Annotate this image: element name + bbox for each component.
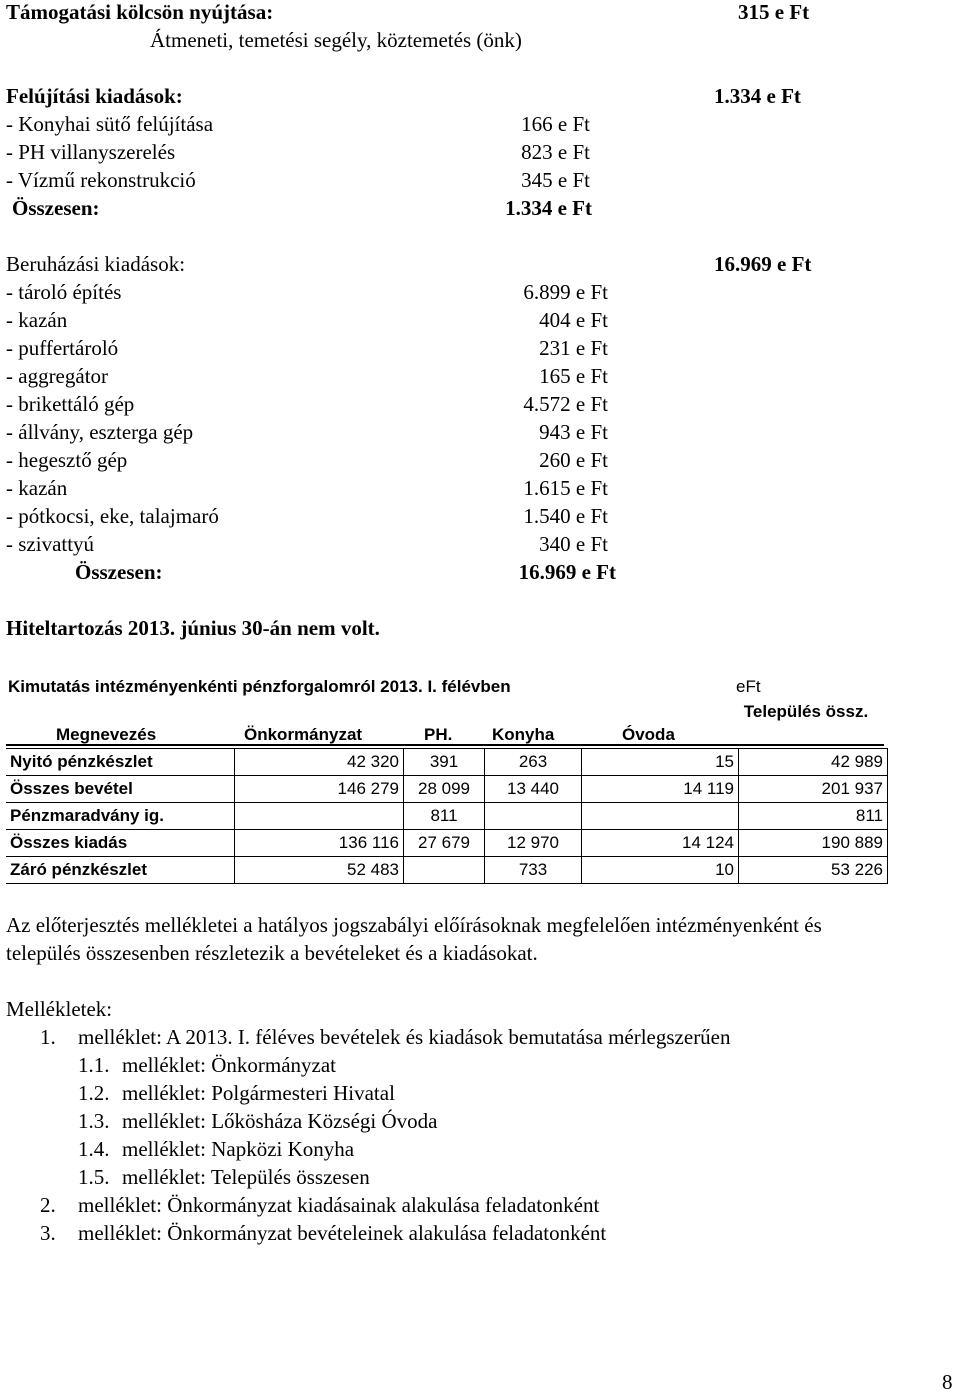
melleklet-text: melléklet: Önkormányzat xyxy=(122,1053,337,1077)
melleklet-text: melléklet: A 2013. I. féléves bevételek és kiadások bemutatása mérlegszerűen xyxy=(78,1025,731,1049)
page-number: 8 xyxy=(942,1370,953,1394)
cell-onkormanyzat: 146 279 xyxy=(235,776,404,803)
cell-telepules: 811 xyxy=(739,803,888,830)
beruhazas-item-label: - kazán xyxy=(6,476,68,500)
table-header-rule xyxy=(6,744,884,746)
row-label: Záró pénzkészlet xyxy=(6,857,235,884)
beruhazas-item-label: - puffertároló xyxy=(6,336,119,360)
row-label: Összes kiadás xyxy=(6,830,235,857)
melleklet-text: melléklet: Napközi Konyha xyxy=(122,1137,355,1161)
melleklet-text: melléklet: Lőkösháza Községi Óvoda xyxy=(122,1109,438,1133)
melleklet-text: melléklet: Település összesen xyxy=(122,1165,370,1189)
cell-ovoda: 14 119 xyxy=(582,776,739,803)
row-label: Pénzmaradvány ig. xyxy=(6,803,235,830)
felujitas-item-label: - Konyhai sütő felújítása xyxy=(6,112,214,136)
felujitas-item-value: 345 e Ft xyxy=(521,168,590,192)
kimutatas-unit: eFt xyxy=(736,677,761,696)
beruhazas-item-label: - szivattyú xyxy=(6,532,95,556)
tamogatas-total: 315 e Ft xyxy=(738,0,810,24)
melleklet-number: 2. xyxy=(40,1193,56,1217)
beruhazas-item-value: 1.540 e Ft xyxy=(523,504,608,528)
melleklet-number: 1.3. xyxy=(78,1109,110,1133)
cell-ph xyxy=(404,857,485,884)
cell-ph: 391 xyxy=(404,749,485,776)
beruhazas-item-label: - aggregátor xyxy=(6,364,109,388)
row-label: Nyitó pénzkészlet xyxy=(6,749,235,776)
cell-onkormanyzat: 136 116 xyxy=(235,830,404,857)
tamogatas-subtitle: Átmeneti, temetési segély, köztemetés (önk) xyxy=(150,28,522,52)
felujitas-item-label: - Vízmű rekonstrukció xyxy=(6,168,196,192)
melleklet-number: 1. xyxy=(40,1025,56,1049)
melleklet-text: melléklet: Polgármesteri Hivatal xyxy=(122,1081,395,1105)
melleklet-number: 1.4. xyxy=(78,1137,110,1161)
mellekletek-title: Mellékletek: xyxy=(6,997,113,1021)
beruhazas-item-value: 4.572 e Ft xyxy=(523,392,608,416)
cell-ph: 811 xyxy=(404,803,485,830)
melleklet-number: 1.1. xyxy=(78,1053,110,1077)
beruhazas-item-value: 260 e Ft xyxy=(539,448,608,472)
melleklet-text: melléklet: Önkormányzat kiadásainak alakulása feladatonként xyxy=(78,1193,600,1217)
beruhazas-sum-value: 16.969 e Ft xyxy=(518,560,616,584)
beruhazas-item-value: 340 e Ft xyxy=(539,532,608,556)
beruhazas-item-value: 165 e Ft xyxy=(539,364,608,388)
row-label: Összes bevétel xyxy=(6,776,235,803)
beruhazas-item-value: 1.615 e Ft xyxy=(523,476,608,500)
col-header-telepules: Település össz. xyxy=(743,702,869,721)
col-header-onkormanyzat: Önkormányzat xyxy=(244,725,363,744)
cell-konyha: 12 970 xyxy=(485,830,582,857)
cell-onkormanyzat xyxy=(235,803,404,830)
cell-ph: 28 099 xyxy=(404,776,485,803)
table-row xyxy=(6,749,888,776)
cell-ph: 27 679 xyxy=(404,830,485,857)
melleklet-number: 1.2. xyxy=(78,1081,110,1105)
beruhazas-total: 16.969 e Ft xyxy=(714,252,812,276)
beruhazas-item-label: - brikettáló gép xyxy=(6,392,135,416)
cell-ovoda xyxy=(582,803,739,830)
beruhazas-item-value: 404 e Ft xyxy=(539,308,608,332)
beruhazas-item-value: 6.899 e Ft xyxy=(523,280,608,304)
felujitas-sum-value: 1.334 e Ft xyxy=(505,196,592,220)
felujitas-item-value: 823 e Ft xyxy=(521,140,590,164)
beruhazas-item-label: - kazán xyxy=(6,308,68,332)
beruhazas-title: Beruházási kiadások: xyxy=(6,252,186,276)
tamogatas-title: Támogatási kölcsön nyújtása: xyxy=(6,0,274,24)
cell-konyha: 13 440 xyxy=(485,776,582,803)
cell-telepules: 42 989 xyxy=(739,749,888,776)
table-row xyxy=(6,776,888,803)
felujitas-total: 1.334 e Ft xyxy=(714,84,801,108)
col-header-konyha: Konyha xyxy=(492,725,555,744)
cell-konyha xyxy=(485,803,582,830)
cell-konyha: 733 xyxy=(485,857,582,884)
beruhazas-item-value: 231 e Ft xyxy=(539,336,608,360)
cell-ovoda: 14 124 xyxy=(582,830,739,857)
melleklet-number: 1.5. xyxy=(78,1165,110,1189)
col-header-ovoda: Óvoda xyxy=(622,725,675,744)
felujitas-item-value: 166 e Ft xyxy=(521,112,590,136)
cell-onkormanyzat: 52 483 xyxy=(235,857,404,884)
felujitas-item-label: - PH villanyszerelés xyxy=(6,140,176,164)
paragraph-line: település összesenben részletezik a bevételeket és a kiadásokat. xyxy=(6,941,538,965)
kimutatas-table xyxy=(6,748,888,884)
table-row xyxy=(6,830,888,857)
felujitas-sum-label: Összesen: xyxy=(12,196,100,220)
table-row xyxy=(6,857,888,884)
beruhazas-item-label: - állvány, eszterga gép xyxy=(6,420,194,444)
cell-telepules: 190 889 xyxy=(739,830,888,857)
cell-telepules: 201 937 xyxy=(739,776,888,803)
hitel-statement: Hiteltartozás 2013. június 30-án nem volt. xyxy=(6,616,380,640)
cell-onkormanyzat: 42 320 xyxy=(235,749,404,776)
felujitas-title: Felújítási kiadások: xyxy=(6,84,183,108)
cell-ovoda: 10 xyxy=(582,857,739,884)
cell-telepules: 53 226 xyxy=(739,857,888,884)
cell-ovoda: 15 xyxy=(582,749,739,776)
beruhazas-item-value: 943 e Ft xyxy=(539,420,608,444)
cell-konyha: 263 xyxy=(485,749,582,776)
table-row xyxy=(6,803,888,830)
col-header-megnevezes: Megnevezés xyxy=(56,725,157,744)
paragraph-line: Az előterjesztés mellékletei a hatályos jogszabályi előírásoknak megfelelően intézményenként és xyxy=(6,913,822,937)
beruhazas-item-label: - pótkocsi, eke, talajmaró xyxy=(6,504,219,528)
beruhazas-sum-label: Összesen: xyxy=(75,560,163,584)
melleklet-text: melléklet: Önkormányzat bevételeinek alakulása feladatonként xyxy=(78,1221,607,1245)
beruhazas-item-label: - tároló építés xyxy=(6,280,122,304)
kimutatas-title: Kimutatás intézményenkénti pénzforgalomról 2013. I. félévben xyxy=(8,677,511,696)
col-header-ph: PH. xyxy=(424,725,453,744)
melleklet-number: 3. xyxy=(40,1221,56,1245)
beruhazas-item-label: - hegesztő gép xyxy=(6,448,128,472)
